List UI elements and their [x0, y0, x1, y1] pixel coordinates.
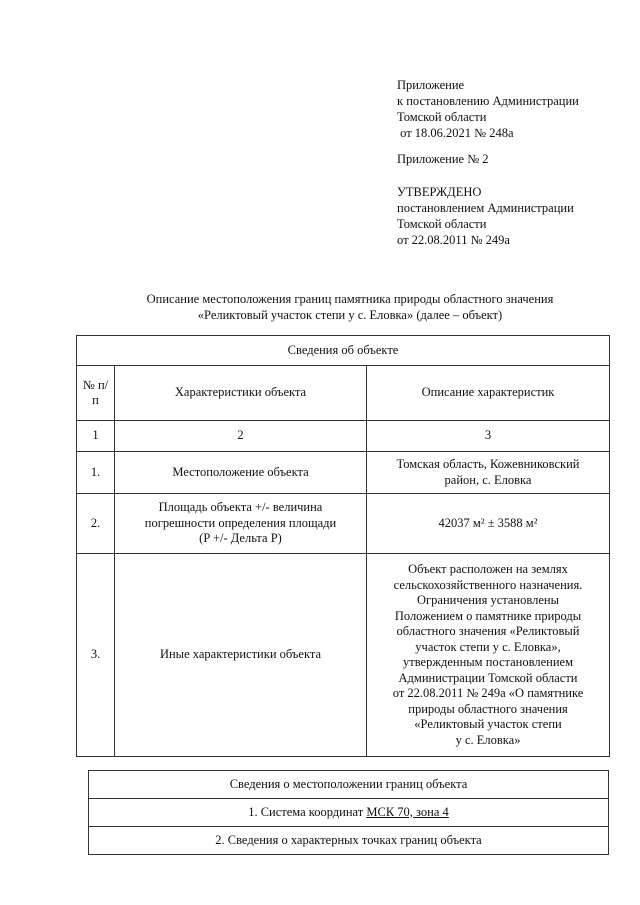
desc-line: участок степи у с. Еловка»,	[415, 639, 561, 654]
coordinate-system-row	[89, 799, 609, 827]
header-characteristic: Характеристики объекта	[115, 366, 367, 421]
boundary-points-row: 2. Сведения о характерных точках границ объекта	[89, 827, 609, 855]
row-number: 3.	[77, 554, 115, 757]
desc-line: район, с. Еловка	[444, 472, 532, 487]
row-description	[367, 452, 610, 494]
appendix-number	[397, 151, 489, 167]
desc-line: сельскохозяйственного назначения.	[393, 577, 583, 592]
approval-block	[397, 184, 574, 248]
document-title	[60, 291, 640, 323]
name-line: погрешности определения площади	[144, 515, 337, 530]
approval-line: постановлением Администрации	[397, 201, 574, 215]
column-number-cell: 2	[115, 421, 367, 452]
column-number-cell: 3	[367, 421, 610, 452]
appendix-line: от 18.06.2021 № 248а	[397, 126, 514, 140]
appendix-number-text: Приложение № 2	[397, 152, 489, 166]
table-row	[77, 494, 610, 554]
table-caption: Сведения об объекте	[77, 336, 610, 366]
object-info-table	[76, 335, 610, 757]
appendix-line: Приложение	[397, 78, 465, 92]
title-line-2: «Реликтовый участок степи у с. Еловка» (далее – объект)	[197, 308, 503, 322]
coordinate-system-label: 1. Система координат	[248, 804, 367, 819]
desc-line: Томская область, Кожевниковский	[396, 457, 580, 471]
boundary-table-caption: Сведения о местоположении границ объекта	[89, 771, 609, 799]
header-description: Описание характеристик	[367, 366, 610, 421]
desc-line: Ограничения установлены	[417, 593, 559, 607]
approval-line: Томской области	[397, 217, 487, 231]
desc-line: Администрации Томской области	[398, 670, 578, 685]
boundary-info-table	[88, 770, 609, 855]
desc-line: природы областного значения	[408, 701, 568, 716]
coordinate-system-link[interactable]: МСК 70, зона 4	[366, 804, 449, 819]
column-number-cell: 1	[77, 421, 115, 452]
row-number: 2.	[77, 494, 115, 554]
appendix-line: к постановлению Администрации	[397, 94, 579, 108]
row-characteristic: Иные характеристики объекта	[115, 554, 367, 757]
name-line: (P +/- Дельта P)	[199, 531, 282, 546]
approval-line: УТВЕРЖДЕНО	[397, 185, 482, 199]
desc-line: «Реликтовый участок степи	[414, 717, 562, 731]
name-line: Площадь объекта +/- величина	[158, 500, 323, 515]
desc-line: Объект расположен на землях	[408, 562, 568, 576]
desc-line: областного значения «Реликтовый	[396, 624, 580, 638]
approval-line: от 22.08.2011 № 249а	[397, 233, 510, 247]
title-line-1: Описание местоположения границ памятника природы областного значения	[146, 292, 554, 306]
table-row	[77, 452, 610, 494]
desc-line: от 22.08.2011 № 249а «О памятнике	[392, 686, 584, 700]
row-description: 42037 м² ± 3588 м²	[367, 494, 610, 554]
row-number: 1.	[77, 452, 115, 494]
row-description	[367, 554, 610, 757]
desc-line: Положением о памятнике природы	[394, 608, 582, 623]
row-characteristic	[115, 494, 367, 554]
desc-line: у с. Еловка»	[455, 732, 521, 747]
header-number: № п/п	[77, 366, 115, 421]
appendix-header	[397, 77, 579, 141]
row-characteristic: Местоположение объекта	[115, 452, 367, 494]
desc-line: утвержденным постановлением	[403, 655, 573, 669]
appendix-line: Томской области	[397, 110, 487, 124]
table-row	[77, 554, 610, 757]
